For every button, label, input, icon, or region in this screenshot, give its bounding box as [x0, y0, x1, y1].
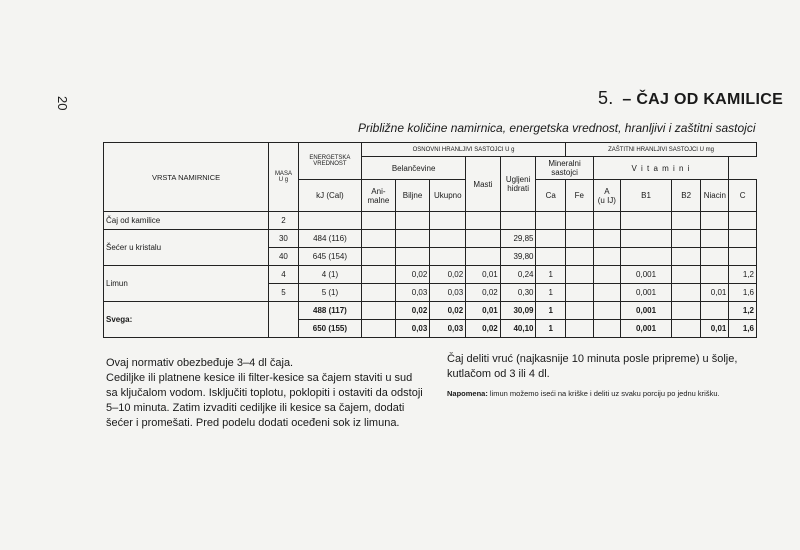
- cell-masti: 0,01: [466, 266, 501, 284]
- cell-fe: [566, 284, 594, 302]
- cell-a: [593, 248, 620, 266]
- cell-a: [593, 320, 620, 338]
- cell-masti: [466, 212, 501, 230]
- cell-b1: 0,001: [621, 266, 672, 284]
- cell-uh: 0,30: [500, 284, 536, 302]
- cell-a: [593, 284, 620, 302]
- cell-niacin: 0,01: [701, 320, 729, 338]
- cell-biljne: 0,02: [395, 302, 430, 320]
- cell-uh: [500, 212, 536, 230]
- cell-masa: 5: [269, 284, 299, 302]
- cell-energy: 645 (154): [298, 248, 361, 266]
- cell-masa: [269, 302, 299, 338]
- cell-c: [729, 212, 757, 230]
- cell-energy: 484 (116): [298, 230, 361, 248]
- cell-ca: [536, 230, 566, 248]
- cell-energy: 650 (155): [298, 320, 361, 338]
- header-biljne: Biljne: [395, 180, 430, 212]
- cell-energy: 488 (117): [298, 302, 361, 320]
- cell-ukupno: 0,03: [430, 284, 466, 302]
- header-c: C: [729, 180, 757, 212]
- cell-b2: [672, 266, 701, 284]
- note-text: limun možemo iseći na kriške i deliti uz svaku porciju po jednu krišku.: [487, 389, 720, 398]
- cell-b1: [621, 212, 672, 230]
- cell-energy: 5 (1): [298, 284, 361, 302]
- cell-masa: 30: [269, 230, 299, 248]
- header-mineralni: Mineralni sastojci: [536, 157, 593, 180]
- cell-c: 1,6: [729, 284, 757, 302]
- cell-ca: 1: [536, 302, 566, 320]
- cell-biljne: [395, 230, 430, 248]
- cell-animalne: [362, 230, 396, 248]
- cell-ukupno: [430, 212, 466, 230]
- cell-ca: [536, 212, 566, 230]
- table-row: [104, 266, 757, 284]
- cell-b1: 0,001: [621, 284, 672, 302]
- header-a: A (u IJ): [593, 180, 620, 212]
- cell-c: [729, 248, 757, 266]
- title-number: 5.: [598, 88, 614, 108]
- cell-niacin: 0,01: [701, 284, 729, 302]
- cell-niacin: [701, 230, 729, 248]
- cell-ca: [536, 248, 566, 266]
- table-row: [104, 212, 757, 230]
- cell-b1: [621, 230, 672, 248]
- instructions-right: [447, 352, 763, 399]
- header-kj-cal: kJ (Cal): [298, 180, 361, 212]
- header-energetska-vrednost: ENERGETSKA VREDNOST: [298, 143, 361, 180]
- header-fe: Fe: [566, 180, 594, 212]
- header-zastitni-sastojci: ZAŠTITNI HRANLJIVI SASTOJCI U mg: [566, 143, 757, 157]
- header-animalne: Ani- malne: [362, 180, 396, 212]
- cell-biljne: 0,03: [395, 320, 430, 338]
- instructions-text: Ovaj normativ obezbeđuje 3–4 dl čaja. Cediljke ili platnene kesice ili filter-kesice sa čajem staviti u sud sa ključalom vodom. Isključiti toplotu, poklopiti i ostaviti da odstoji 5–10 minuta. Zatim izvaditi cediljke ili kesice sa čajem, dodati šećer i promešati. Pred podelu dodati oceđeni sok iz limuna.: [106, 357, 423, 429]
- cell-a: [593, 230, 620, 248]
- cell-energy: [298, 212, 361, 230]
- cell-niacin: [701, 248, 729, 266]
- cell-biljne: [395, 212, 430, 230]
- cell-fe: [566, 212, 594, 230]
- page-number: 20: [55, 96, 70, 111]
- cell-ca: 1: [536, 266, 566, 284]
- cell-uh: 0,24: [500, 266, 536, 284]
- header-niacin: Niacin: [701, 180, 729, 212]
- header-masti: Masti: [466, 157, 501, 212]
- cell-masti: 0,02: [466, 284, 501, 302]
- header-ca: Ca: [536, 180, 566, 212]
- cell-biljne: [395, 248, 430, 266]
- header-b2: B2: [672, 180, 701, 212]
- cell-ukupno: [430, 248, 466, 266]
- cell-a: [593, 302, 620, 320]
- cell-ca: 1: [536, 284, 566, 302]
- instructions-left: [106, 356, 424, 431]
- cell-b2: [672, 302, 701, 320]
- cell-ukupno: [430, 230, 466, 248]
- table-row-total: [104, 302, 757, 320]
- cell-c: 1,6: [729, 320, 757, 338]
- cell-a: [593, 266, 620, 284]
- cell-masti: [466, 248, 501, 266]
- cell-fe: [566, 248, 594, 266]
- header-masa: MASA U g: [269, 143, 299, 212]
- cell-animalne: [362, 302, 396, 320]
- cell-animalne: [362, 266, 396, 284]
- cell-masa: 2: [269, 212, 299, 230]
- cell-name: Šećer u kristalu: [104, 230, 269, 266]
- cell-uh: 40,10: [500, 320, 536, 338]
- cell-fe: [566, 230, 594, 248]
- cell-biljne: 0,03: [395, 284, 430, 302]
- header-osnovni-sastojci: OSNOVNI HRANLJIVI SASTOJCI U g: [362, 143, 566, 157]
- cell-b2: [672, 320, 701, 338]
- cell-animalne: [362, 248, 396, 266]
- cell-fe: [566, 266, 594, 284]
- cell-b2: [672, 248, 701, 266]
- header-vitamini: V i t a m i n i: [593, 157, 729, 180]
- cell-ca: 1: [536, 320, 566, 338]
- cell-masa: 40: [269, 248, 299, 266]
- cell-c: 1,2: [729, 266, 757, 284]
- header-b1: B1: [621, 180, 672, 212]
- cell-niacin: [701, 302, 729, 320]
- subtitle: Približne količine namirnica, energetska vrednost, hranljivi i zaštitni sastojci: [358, 121, 756, 135]
- cell-name: Čaj od kamilice: [104, 212, 269, 230]
- cell-ukupno: 0,03: [430, 320, 466, 338]
- header-ukupno: Ukupno: [430, 180, 466, 212]
- cell-energy: 4 (1): [298, 266, 361, 284]
- note: [447, 388, 763, 399]
- header-belancevine: Belančevine: [362, 157, 466, 180]
- cell-biljne: 0,02: [395, 266, 430, 284]
- cell-fe: [566, 302, 594, 320]
- cell-a: [593, 212, 620, 230]
- cell-uh: 39,80: [500, 248, 536, 266]
- cell-masti: [466, 230, 501, 248]
- cell-b1: [621, 248, 672, 266]
- cell-name: Svega:: [104, 302, 269, 338]
- table-row: [104, 230, 757, 248]
- cell-niacin: [701, 266, 729, 284]
- cell-c: 1,2: [729, 302, 757, 320]
- cell-c: [729, 230, 757, 248]
- cell-masa: 4: [269, 266, 299, 284]
- cell-b1: 0,001: [621, 320, 672, 338]
- cell-masti: 0,02: [466, 320, 501, 338]
- cell-b2: [672, 230, 701, 248]
- note-label: Napomena:: [447, 389, 488, 398]
- cell-animalne: [362, 284, 396, 302]
- cell-fe: [566, 320, 594, 338]
- title-text: – ČAJ OD KAMILICE: [622, 91, 784, 108]
- cell-animalne: [362, 212, 396, 230]
- cell-ukupno: 0,02: [430, 302, 466, 320]
- cell-b2: [672, 212, 701, 230]
- cell-b2: [672, 284, 701, 302]
- header-ugljeni-hidrati: Ugljeni hidrati: [500, 157, 536, 212]
- cell-masti: 0,01: [466, 302, 501, 320]
- nutrition-table: [103, 142, 757, 338]
- serving-text: Čaj deliti vruć (najkasnije 10 minuta posle pripreme) u šolje, kutlačom od 3 ili 4 dl.: [447, 353, 738, 380]
- cell-uh: 29,85: [500, 230, 536, 248]
- header-vrsta-namirnice: VRSTA NAMIRNICE: [104, 143, 269, 212]
- cell-animalne: [362, 320, 396, 338]
- cell-ukupno: 0,02: [430, 266, 466, 284]
- page-title: [598, 88, 783, 109]
- cell-uh: 30,09: [500, 302, 536, 320]
- cell-niacin: [701, 212, 729, 230]
- cell-name: Limun: [104, 266, 269, 302]
- cell-b1: 0,001: [621, 302, 672, 320]
